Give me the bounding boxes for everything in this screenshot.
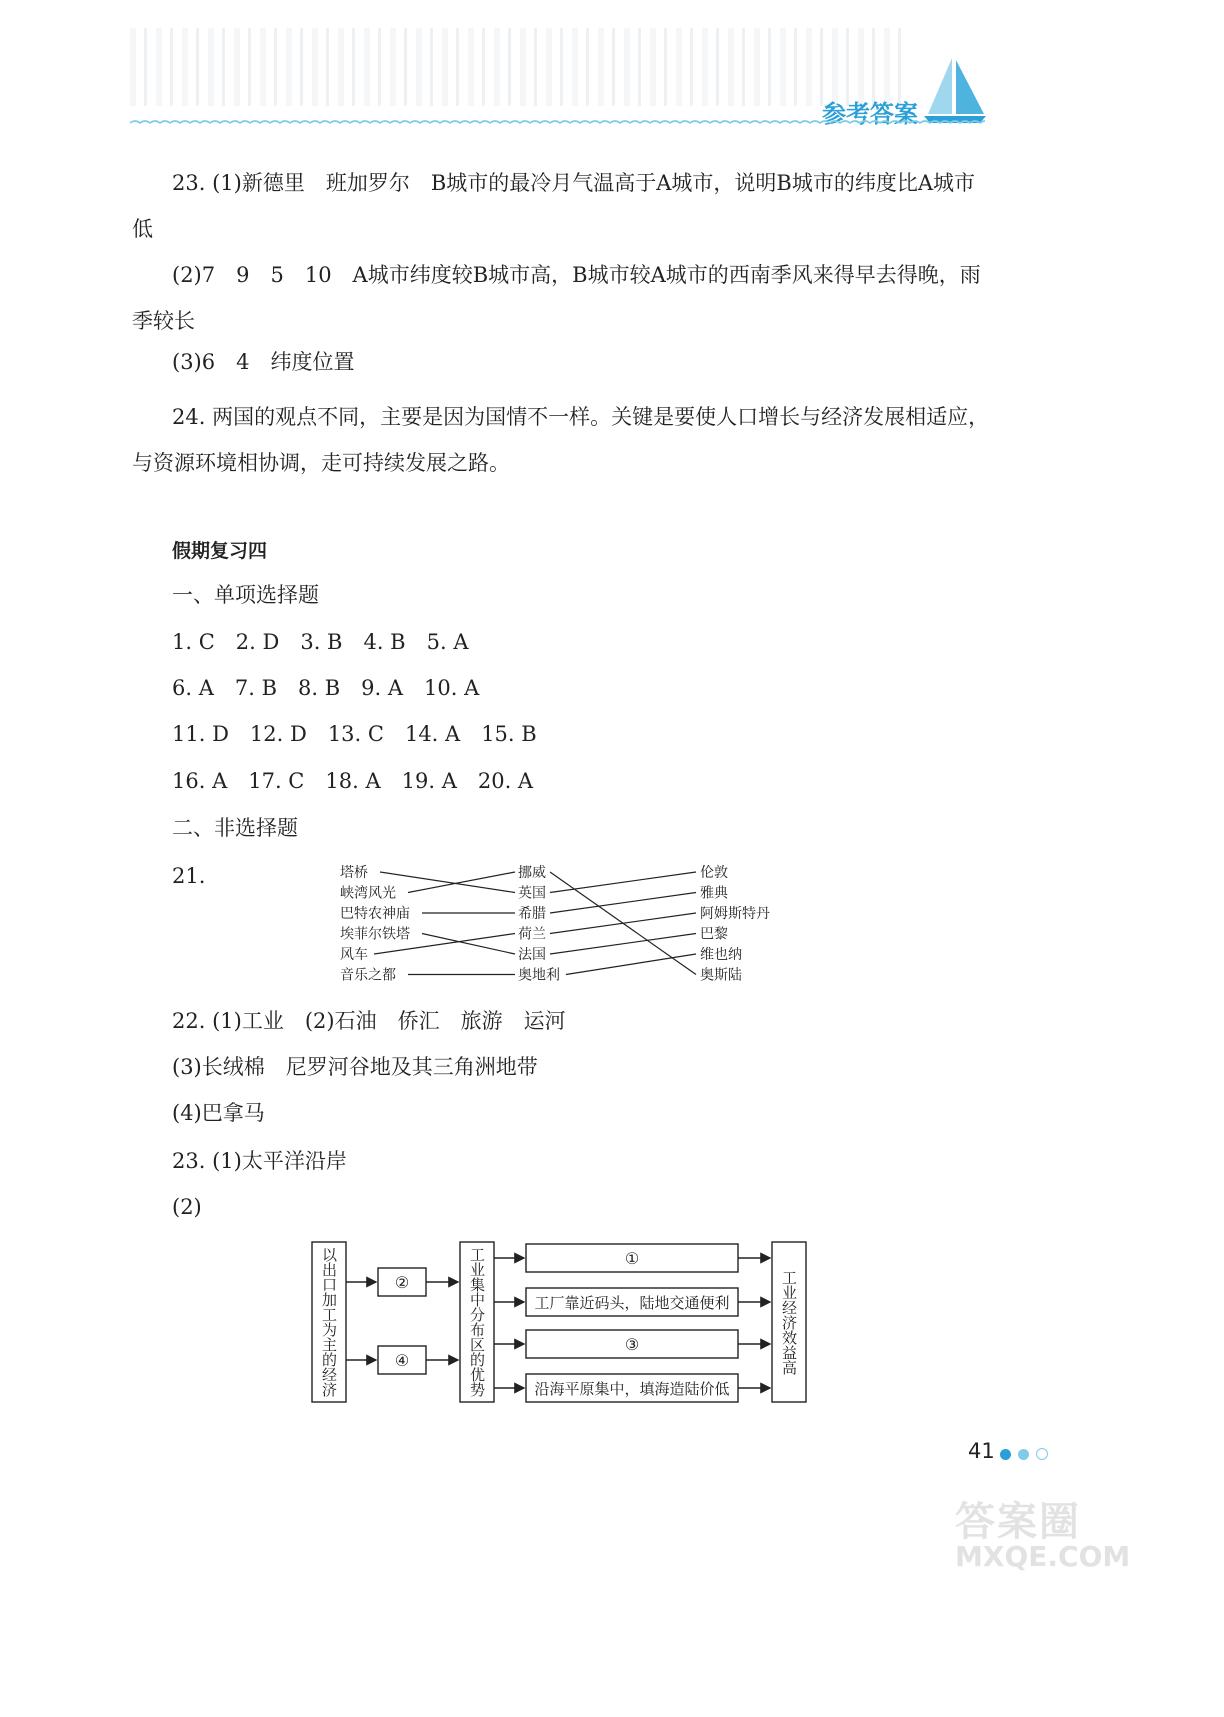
flow-mid-top: ②	[394, 1273, 410, 1292]
match-left-item: 塔桥	[340, 865, 368, 881]
mc-row-3: 11. D 12. D 13. C 14. A 15. B	[172, 722, 537, 746]
flow-item-4: 沿海平原集中，填海造陆价低	[534, 1380, 730, 1398]
flow-item-1: ①	[624, 1249, 640, 1268]
match-line	[408, 872, 515, 893]
mc-row-4: 16. A 17. C 18. A 19. A 20. A	[172, 769, 534, 793]
match-left-item: 峡湾风光	[340, 885, 396, 902]
match-middle-item: 希腊	[518, 906, 546, 922]
match-right-item: 雅典	[700, 885, 728, 902]
match-middle-item: 荷兰	[518, 926, 546, 943]
match-middle-item: 法国	[518, 947, 546, 963]
match-right-item: 伦敦	[700, 865, 728, 881]
match-middle-item: 奥地利	[518, 967, 560, 984]
match-left-item: 音乐之都	[340, 967, 396, 984]
section-title-review4: 假期复习四	[172, 540, 268, 562]
part1-title: 一、单项选择题	[172, 583, 319, 607]
header-stripes	[130, 28, 910, 106]
match-line	[550, 913, 696, 934]
answer-24: 24. 两国的观点不同，主要是因为国情不一样。关键是要使人口增长与经济发展相适应，与资源环境相协调，走可持续发展之路。	[132, 405, 990, 475]
watermark-logo: 答案圈	[955, 1499, 1081, 1545]
match-left-item: 风车	[340, 947, 368, 963]
header-wave-line	[130, 118, 985, 128]
flow-diagram	[300, 1236, 820, 1408]
match-line	[422, 934, 515, 955]
q21-label: 21.	[172, 864, 206, 888]
sailboat-icon	[922, 56, 988, 124]
answer-23-part1: 23. (1)新德里 班加罗尔 B城市的最冷月气温高于A城市，说明B城市的纬度比A城市低	[132, 171, 976, 241]
flow-left-box: 以出口加工为主的经济	[320, 1247, 338, 1397]
answer-23b-part2: (2)	[172, 1195, 202, 1219]
part2-title: 二、非选择题	[172, 816, 298, 840]
watermark-text: MXQE.COM	[955, 1540, 1131, 1573]
answer-23-part3: (3)6 4 纬度位置	[172, 350, 355, 374]
match-line	[550, 934, 696, 955]
answer-22-part3: (3)长绒棉 尼罗河谷地及其三角洲地带	[172, 1055, 538, 1079]
match-right-item: 奥斯陆	[700, 967, 742, 984]
flow-item-3: ③	[624, 1335, 640, 1354]
answer-22-part4: (4)巴拿马	[172, 1101, 265, 1125]
page-dots-decoration	[1000, 1445, 1048, 1464]
page-number: 41	[968, 1439, 995, 1463]
match-left-item: 埃菲尔铁塔	[340, 926, 410, 943]
match-line	[550, 893, 696, 914]
match-middle-item: 英国	[518, 885, 546, 902]
answer-23b-part1: 23. (1)太平洋沿岸	[172, 1149, 347, 1173]
match-middle-item: 挪威	[518, 865, 546, 881]
answer-23-part2: (2)7 9 5 10 A城市纬度较B城市高，B城市较A城市的西南季风来得早去得晚，雨季较长	[132, 263, 981, 333]
match-right-item: 维也纳	[700, 947, 742, 963]
match-right-item: 巴黎	[700, 926, 728, 943]
flow-mid-bottom: ④	[394, 1351, 410, 1370]
flow-right-box: 工业经济效益高	[780, 1269, 798, 1375]
mc-row-1: 1. C 2. D 3. B 4. B 5. A	[172, 630, 469, 654]
match-line	[566, 954, 696, 975]
match-right-item: 阿姆斯特丹	[700, 906, 770, 922]
match-line	[550, 872, 696, 893]
flow-center-box: 工业集中分布区的优势	[468, 1247, 486, 1397]
header-title: 参考答案	[822, 100, 918, 128]
mc-row-2: 6. A 7. B 8. B 9. A 10. A	[172, 676, 480, 700]
match-left-item: 巴特农神庙	[340, 906, 410, 922]
flow-item-2: 工厂靠近码头，陆地交通便利	[534, 1294, 730, 1312]
answer-22-part1: 22. (1)工业 (2)石油 侨汇 旅游 运河	[172, 1009, 566, 1033]
matching-diagram	[330, 858, 800, 990]
match-line	[380, 872, 515, 893]
